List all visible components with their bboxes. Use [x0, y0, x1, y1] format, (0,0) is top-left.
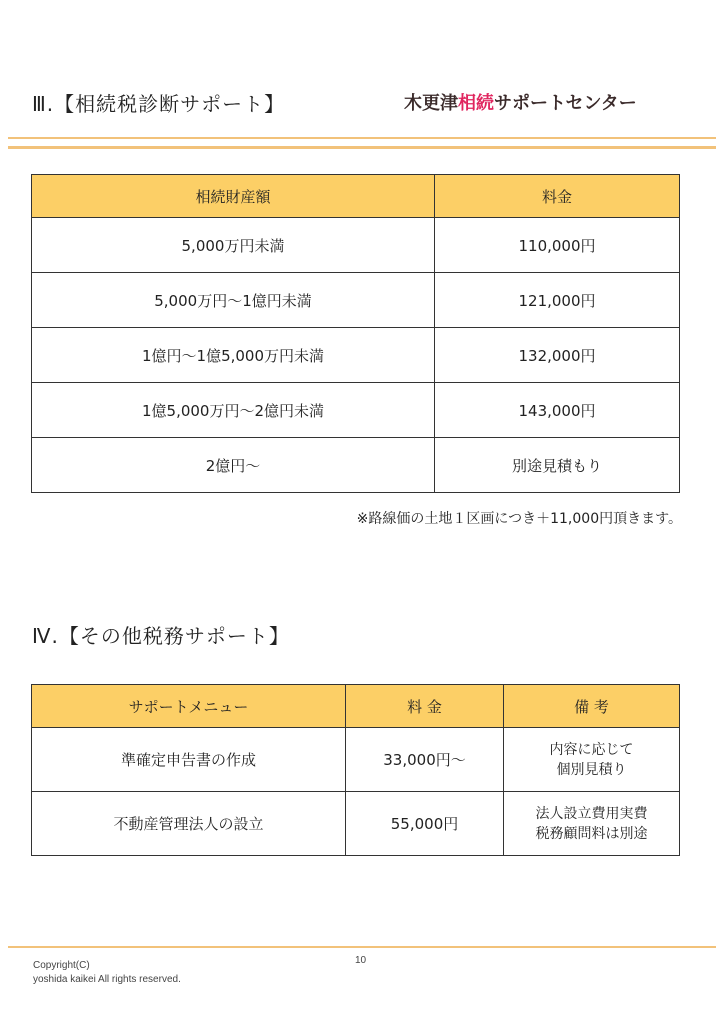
header-divider-thick [8, 146, 716, 149]
inheritance-tax-fee-table [31, 174, 680, 493]
page-number: 10 [355, 955, 367, 966]
fee-cell: 110,000円 [435, 218, 680, 273]
estate-amount-cell: 2億円～ [32, 438, 435, 493]
footer-divider [8, 946, 716, 948]
table-row [32, 218, 680, 273]
remarks-line: 内容に応じて [549, 741, 634, 758]
estate-amount-cell: 5,000万円未満 [32, 218, 435, 273]
inheritance-table-footnote: ※路線価の土地１区画につき＋11,000円頂きます。 [356, 511, 682, 527]
copyright-notice [33, 959, 181, 987]
remarks-line: 個別見積り [556, 761, 627, 778]
other-tax-support-table [31, 684, 680, 856]
remarks-line: 税務顧問料は別途 [535, 825, 648, 842]
table-header-row [32, 175, 680, 218]
column-header-remarks: 備 考 [504, 685, 680, 728]
header-divider-thin [8, 137, 716, 139]
fee-cell: 別途見積もり [435, 438, 680, 493]
fee-cell: 143,000円 [435, 383, 680, 438]
fee-cell: 132,000円 [435, 328, 680, 383]
table-row [32, 728, 680, 792]
table-row [32, 383, 680, 438]
remarks-line: 法人設立費用実費 [535, 805, 648, 822]
table-row [32, 792, 680, 856]
column-header-estate-amount: 相続財産額 [32, 175, 435, 218]
estate-amount-cell: 5,000万円～1億円未満 [32, 273, 435, 328]
fee-cell: 33,000円～ [346, 728, 504, 792]
section-title-other-tax-support: Ⅳ.【その他税務サポート】 [32, 624, 290, 648]
remarks-cell [504, 728, 680, 792]
column-header-fee: 料金 [435, 175, 680, 218]
remarks-cell [504, 792, 680, 856]
support-menu-cell: 準確定申告書の作成 [32, 728, 346, 792]
table-row [32, 438, 680, 493]
support-menu-cell: 不動産管理法人の設立 [32, 792, 346, 856]
column-header-fee: 料 金 [346, 685, 504, 728]
table-header-row [32, 685, 680, 728]
copyright-line: Copyright(C) [33, 960, 90, 971]
fee-cell: 121,000円 [435, 273, 680, 328]
table-row [32, 273, 680, 328]
estate-amount-cell: 1億5,000万円～2億円未満 [32, 383, 435, 438]
estate-amount-cell: 1億円～1億5,000万円未満 [32, 328, 435, 383]
fee-cell: 55,000円 [346, 792, 504, 856]
brand-accent: 相続 [458, 93, 494, 114]
table-row [32, 328, 680, 383]
copyright-line: yoshida kaikei All rights reserved. [33, 974, 181, 985]
brand-suffix: サポートセンター [494, 93, 637, 114]
column-header-support-menu: サポートメニュー [32, 685, 346, 728]
brand-prefix: 木更津 [404, 93, 458, 114]
section-title-inheritance-tax: Ⅲ.【相続税診断サポート】 [32, 92, 286, 116]
brand-logo-text [404, 89, 637, 115]
